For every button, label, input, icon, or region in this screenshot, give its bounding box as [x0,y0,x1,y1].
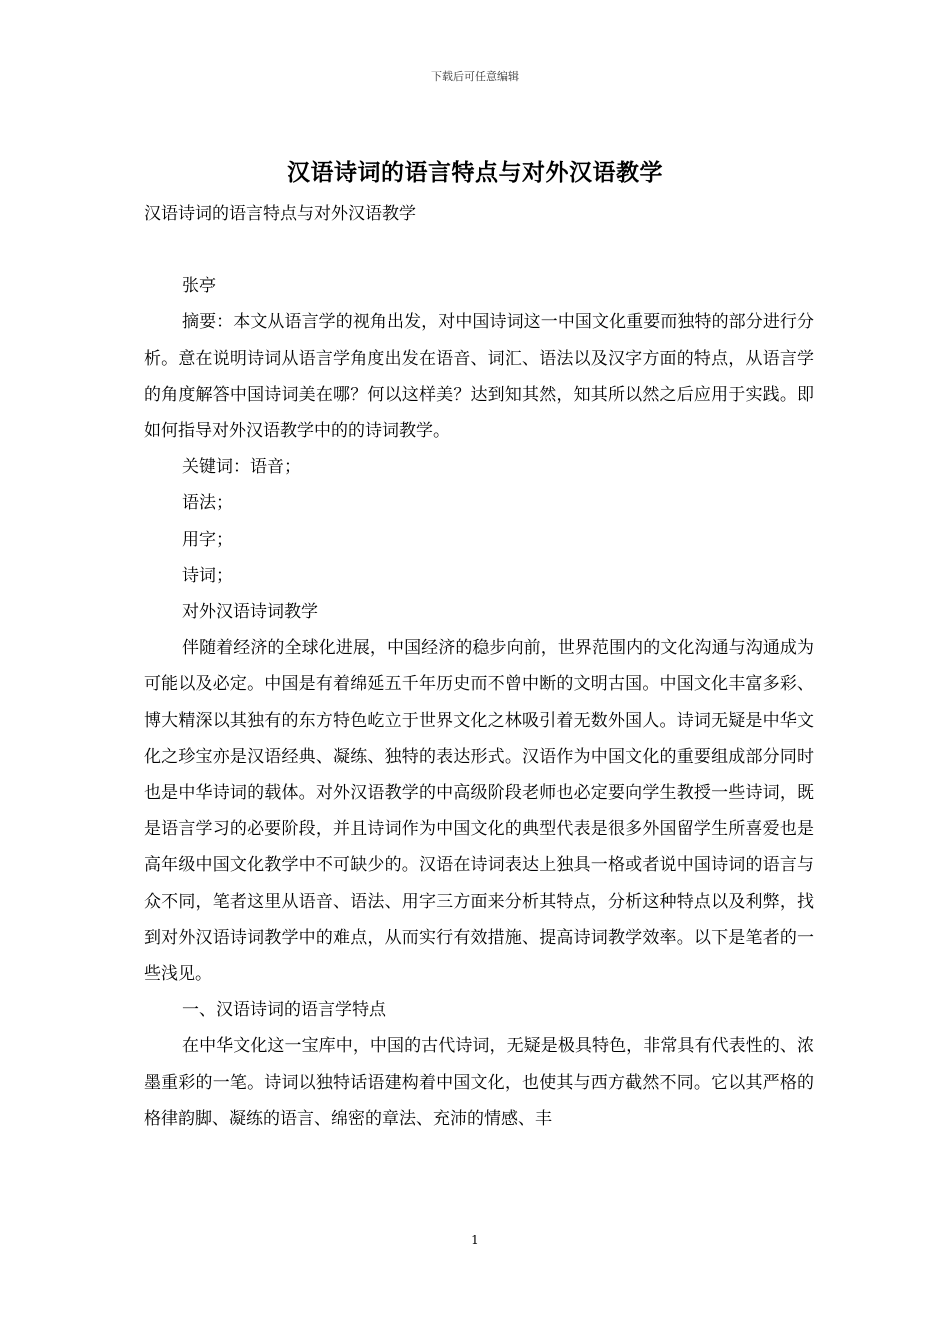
section-heading: 一、汉语诗词的语言学特点 [182,1000,386,1021]
abstract-paragraph: 摘要：本文从语言学的视角出发，对中国诗词这一中国文化重要而独特的部分进行分析。意在说明诗词从语言学角度出发在语音、词汇、语法以及汉字方面的特点，从语言学的角度解答中国诗词美在哪？何以这样美？达到知其然，知其所以然之后应用于实践。即如何指导对外汉语教学中的的诗词教学。 [144,312,814,442]
document-title: 汉语诗词的语言特点与对外汉语教学 [287,159,663,186]
document-body [144,196,814,1137]
body-paragraph: 伴随着经济的全球化进展，中国经济的稳步向前，世界范围内的文化沟通与沟通成为可能以及必定。中国是有着绵延五千年历史而不曾中断的文明古国。中国文化丰富多彩、博大精深以其独有的东方特色屹立于世界文化之林吸引着无数外国人。诗词无疑是中华文化之珍宝亦是汉语经典、凝练、独特的表达形式。汉语作为中国文化的重要组成部分同时也是中华诗词的载体。对外汉语教学的中高级阶段老师也必定要向学生教授一些诗词，既是语言学习的必要阶段，并且诗词作为中国文化的典型代表是很多外国留学生所喜爱也是高年级中国文化教学中不可缺少的。汉语在诗词表达上独具一格或者说中国诗词的语言与众不同，笔者这里从语音、语法、用字三方面来分析其特点，分析这种特点以及利弊，找到对外汉语诗词教学中的难点，从而实行有效措施、提高诗词教学效率。以下是笔者的一些浅见。 [144,638,814,985]
keyword-item: 诗词； [182,565,233,586]
keyword-item: 用字； [182,529,233,550]
keyword-item: 语法； [182,493,233,514]
page-number: 1 [471,1233,479,1247]
blank-line [144,232,814,268]
body-paragraph: 在中华文化这一宝库中，中国的古代诗词，无疑是极具特色，非常具有代表性的、浓墨重彩的一笔。诗词以独特话语建构着中国文化，也使其与西方截然不同。它以其严格的格律韵脚、凝练的语言、绵密的章法、充沛的情感、丰 [144,1036,814,1129]
author: 张亭 [182,276,216,297]
keyword-item: 对外汉语诗词教学 [182,602,318,623]
header-note: 下载后可任意编辑 [431,70,519,83]
subtitle: 汉语诗词的语言特点与对外汉语教学 [144,204,416,224]
keywords-line: 关键词：语音； [182,457,301,478]
